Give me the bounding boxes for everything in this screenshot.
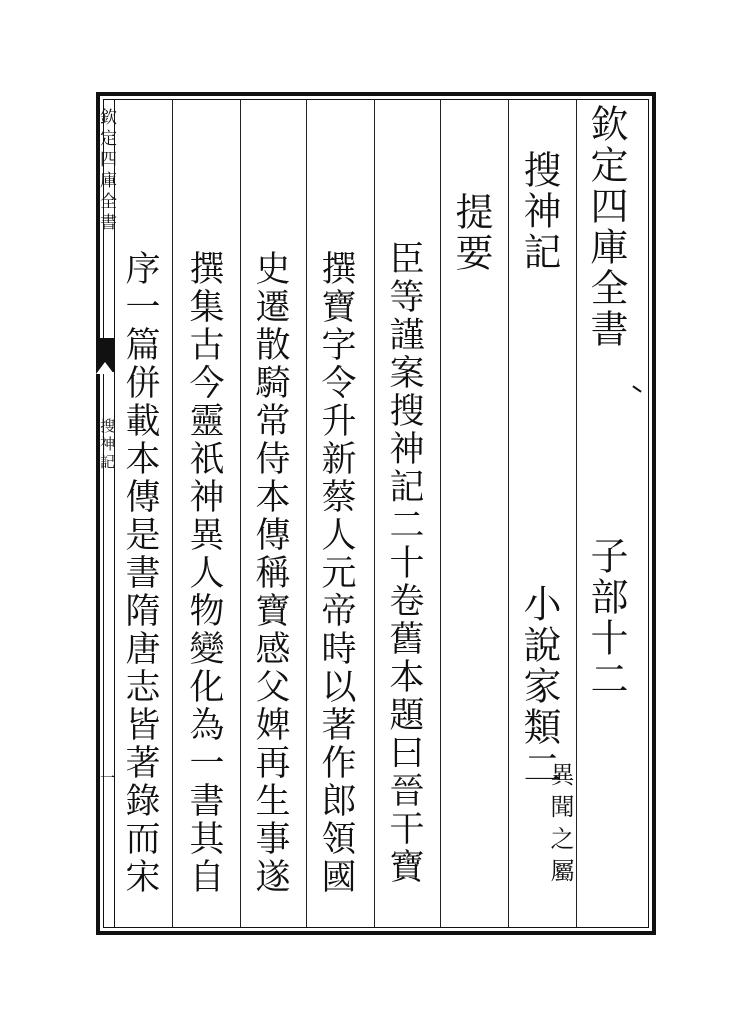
section-label: 提要 <box>449 192 493 274</box>
margin-running-title: 搜神記 <box>98 418 116 472</box>
collection-title: 欽定四庫全書 <box>584 104 628 350</box>
column-rule <box>374 100 375 927</box>
column-rule <box>306 100 307 927</box>
margin-book-label: 欽定四庫全書 <box>96 108 116 234</box>
body-column-1: 臣等謹案搜神記二十卷舊本題曰晉干寶 <box>384 240 424 886</box>
column-rule <box>172 100 173 927</box>
subcategory-label: 小說家類二 <box>517 584 561 789</box>
body-column-5: 序一篇併載本傳是書隋唐志皆著錄而宋 <box>120 250 160 896</box>
category-label: 子部十二 <box>584 536 628 700</box>
column-rule <box>576 100 577 927</box>
column-rule <box>240 100 241 927</box>
column-rule <box>508 100 509 927</box>
fishtail-notch <box>96 362 114 374</box>
body-column-3: 史遷散騎常侍本傳稱寶感父婢再生事遂 <box>250 250 290 896</box>
margin-page-number: 一 <box>98 770 116 785</box>
body-column-4: 撰集古今靈祇神異人物變化為一書其自 <box>184 250 224 896</box>
subcategory-note: 異聞之屬 <box>546 762 574 890</box>
column-rule <box>440 100 441 927</box>
work-title: 搜神記 <box>517 150 561 273</box>
body-column-2: 撰寶字令升新蔡人元帝時以著作郎領國 <box>316 250 356 896</box>
